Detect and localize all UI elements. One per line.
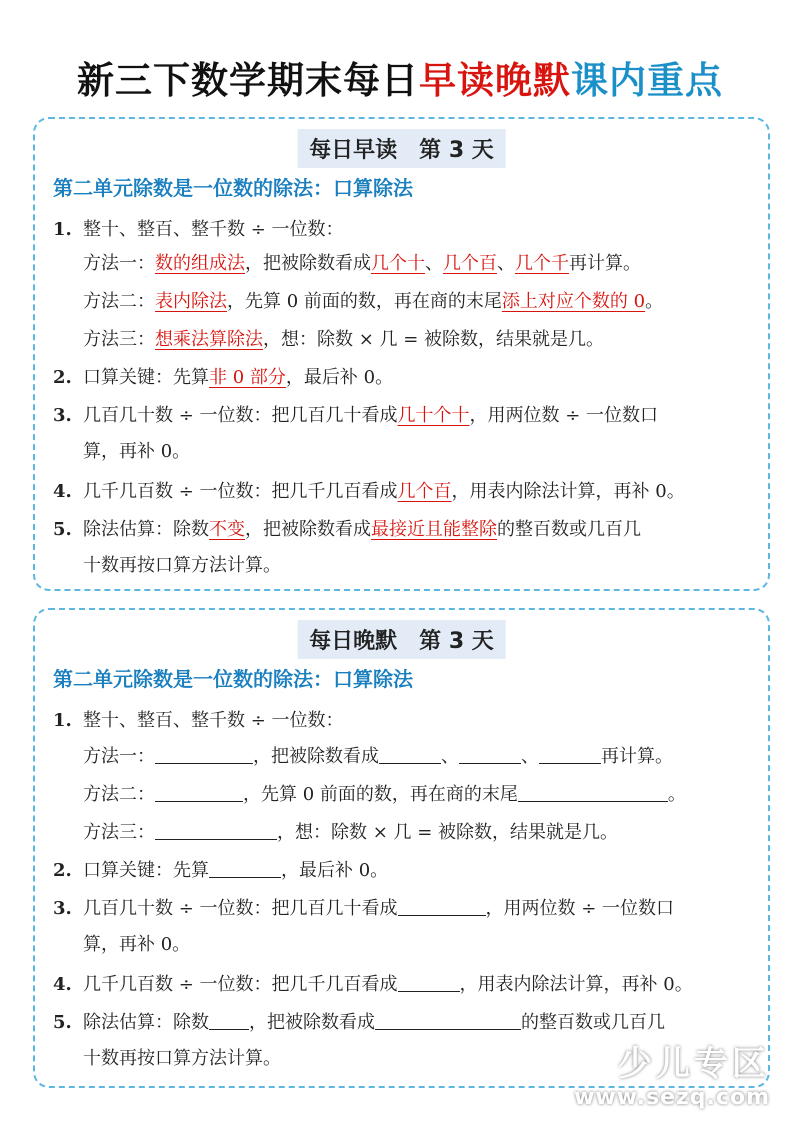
method-label: 方法二： [83, 291, 155, 312]
method-label: 方法一： [83, 253, 155, 274]
morning-item-3 [53, 401, 658, 427]
answer-text: 几十个十 [397, 405, 470, 426]
fill-in-blank[interactable] [209, 859, 281, 878]
method-text: ，想：除数 × 几 = 被除数，结果就是几。 [263, 329, 605, 350]
answer-text: 最接近且能整除 [371, 519, 497, 540]
item-text: ，用表内除法计算，再补 0。 [459, 974, 693, 995]
item-number: 4. [53, 974, 72, 995]
item-text: 的整百数或几百几 [521, 1012, 665, 1033]
item-text: 除法估算：除数 [83, 1012, 209, 1033]
method-label: 方法三： [83, 822, 155, 843]
title-part-1: 新三下数学期末每日 [77, 59, 419, 102]
fill-in-blank[interactable] [375, 1011, 521, 1030]
item-number: 3. [53, 405, 72, 426]
item-text: ，用两位数 ÷ 一位数口 [469, 405, 659, 426]
item-number: 4. [53, 481, 72, 502]
method-text: 再计算。 [569, 253, 641, 274]
evening-item-1 [53, 706, 344, 732]
method-text: ，把被除数看成 [253, 746, 379, 767]
evening-dictation-box [33, 608, 770, 1088]
item-text: ，用表内除法计算，再补 0。 [451, 481, 685, 502]
evening-item-5-cont: 十数再按口算方法计算。 [83, 1048, 281, 1069]
method-text: ，先算 0 前面的数，再在商的末尾 [243, 784, 518, 805]
item-text: 的整百数或几百几 [497, 519, 641, 540]
method-text: 、 [521, 746, 539, 767]
fill-in-blank[interactable] [155, 821, 277, 840]
fill-in-blank[interactable] [518, 783, 668, 802]
fill-in-blank[interactable] [209, 1011, 249, 1030]
title-part-2: 早读晚默 [419, 59, 571, 102]
answer-text: 几个千 [515, 253, 569, 274]
item-number: 2. [53, 367, 72, 388]
item-text: 几千几百数 ÷ 一位数：把几千几百看成 [83, 481, 398, 502]
item-text: ，最后补 0。 [281, 860, 389, 881]
method-text: ，把被除数看成 [245, 253, 371, 274]
method-label: 方法二： [83, 784, 155, 805]
morning-item-2 [53, 363, 393, 389]
answer-text: 非 0 部分 [209, 367, 286, 388]
evening-item-3 [53, 894, 674, 920]
item-text: 整十、整百、整千数 ÷ 一位数： [83, 219, 344, 240]
morning-unit-title: 第二单元除数是一位数的除法：口算除法 [53, 176, 413, 200]
item-text: 口算关键：先算 [83, 860, 209, 881]
evening-method-3 [83, 818, 618, 844]
method-text: 、 [497, 253, 515, 274]
item-text: ，用两位数 ÷ 一位数口 [485, 898, 675, 919]
evening-method-1 [83, 742, 673, 768]
page-title [0, 50, 800, 104]
watermark-url: www.sezq.com [574, 1085, 770, 1110]
answer-text: 数的组成法 [155, 253, 245, 274]
morning-item-5 [53, 515, 641, 541]
item-text: ，把被除数看成 [249, 1012, 375, 1033]
answer-text: 几个百 [397, 481, 452, 502]
method-text: 、 [425, 253, 443, 274]
answer-text: 添上对应个数的 0 [501, 291, 646, 312]
morning-method-3 [83, 325, 604, 351]
item-text: ，最后补 0。 [285, 367, 394, 388]
morning-reading-box [33, 117, 770, 591]
method-label: 方法三： [83, 329, 155, 350]
evening-item-2 [53, 856, 388, 882]
morning-item-5-cont: 十数再按口算方法计算。 [83, 555, 281, 576]
evening-header: 每日晚默 第 3 天 [297, 620, 506, 659]
item-text: ，把被除数看成 [245, 519, 371, 540]
answer-text: 想乘法算除法 [155, 329, 263, 350]
fill-in-blank[interactable] [398, 897, 486, 916]
item-number: 3. [53, 898, 72, 919]
evening-method-2 [83, 780, 686, 806]
item-number: 5. [53, 519, 72, 540]
site-watermark [574, 1036, 770, 1110]
fill-in-blank[interactable] [379, 745, 441, 764]
answer-text: 几个十 [371, 253, 425, 274]
fill-in-blank[interactable] [155, 783, 243, 802]
answer-text: 不变 [209, 519, 245, 540]
morning-method-2 [83, 287, 663, 313]
fill-in-blank[interactable] [155, 745, 253, 764]
item-number: 1. [53, 710, 72, 731]
method-text: 。 [667, 784, 686, 805]
method-text: 、 [441, 746, 459, 767]
method-label: 方法一： [83, 746, 155, 767]
evening-item-5 [53, 1008, 665, 1034]
morning-item-3-cont: 算，再补 0。 [83, 441, 191, 462]
method-text: ，先算 0 前面的数，再在商的末尾 [227, 291, 502, 312]
morning-method-1 [83, 249, 641, 275]
item-text: 口算关键：先算 [83, 367, 209, 388]
title-part-3: 课内重点 [571, 59, 723, 102]
item-text: 几百几十数 ÷ 一位数：把几百几十看成 [83, 405, 398, 426]
method-text: 。 [645, 291, 664, 312]
item-text: 除法估算：除数 [83, 519, 209, 540]
fill-in-blank[interactable] [398, 973, 460, 992]
morning-item-4 [53, 477, 685, 503]
evening-unit-title: 第二单元除数是一位数的除法：口算除法 [53, 667, 413, 691]
morning-header: 每日早读 第 3 天 [297, 129, 506, 168]
answer-text: 几个百 [443, 253, 497, 274]
item-text: 整十、整百、整千数 ÷ 一位数： [83, 710, 344, 731]
method-text: ，想：除数 × 几 = 被除数，结果就是几。 [277, 822, 619, 843]
item-number: 5. [53, 1012, 72, 1033]
evening-item-4 [53, 970, 693, 996]
morning-item-1 [53, 215, 344, 241]
watermark-logo-text: 少儿专区 [618, 1044, 770, 1084]
item-text: 几千几百数 ÷ 一位数：把几千几百看成 [83, 974, 398, 995]
fill-in-blank[interactable] [459, 745, 521, 764]
item-number: 2. [53, 860, 72, 881]
method-text: 再计算。 [601, 746, 673, 767]
fill-in-blank[interactable] [539, 745, 601, 764]
evening-item-3-cont: 算，再补 0。 [83, 934, 191, 955]
item-text: 几百几十数 ÷ 一位数：把几百几十看成 [83, 898, 398, 919]
item-number: 1. [53, 219, 72, 240]
answer-text: 表内除法 [155, 291, 227, 312]
